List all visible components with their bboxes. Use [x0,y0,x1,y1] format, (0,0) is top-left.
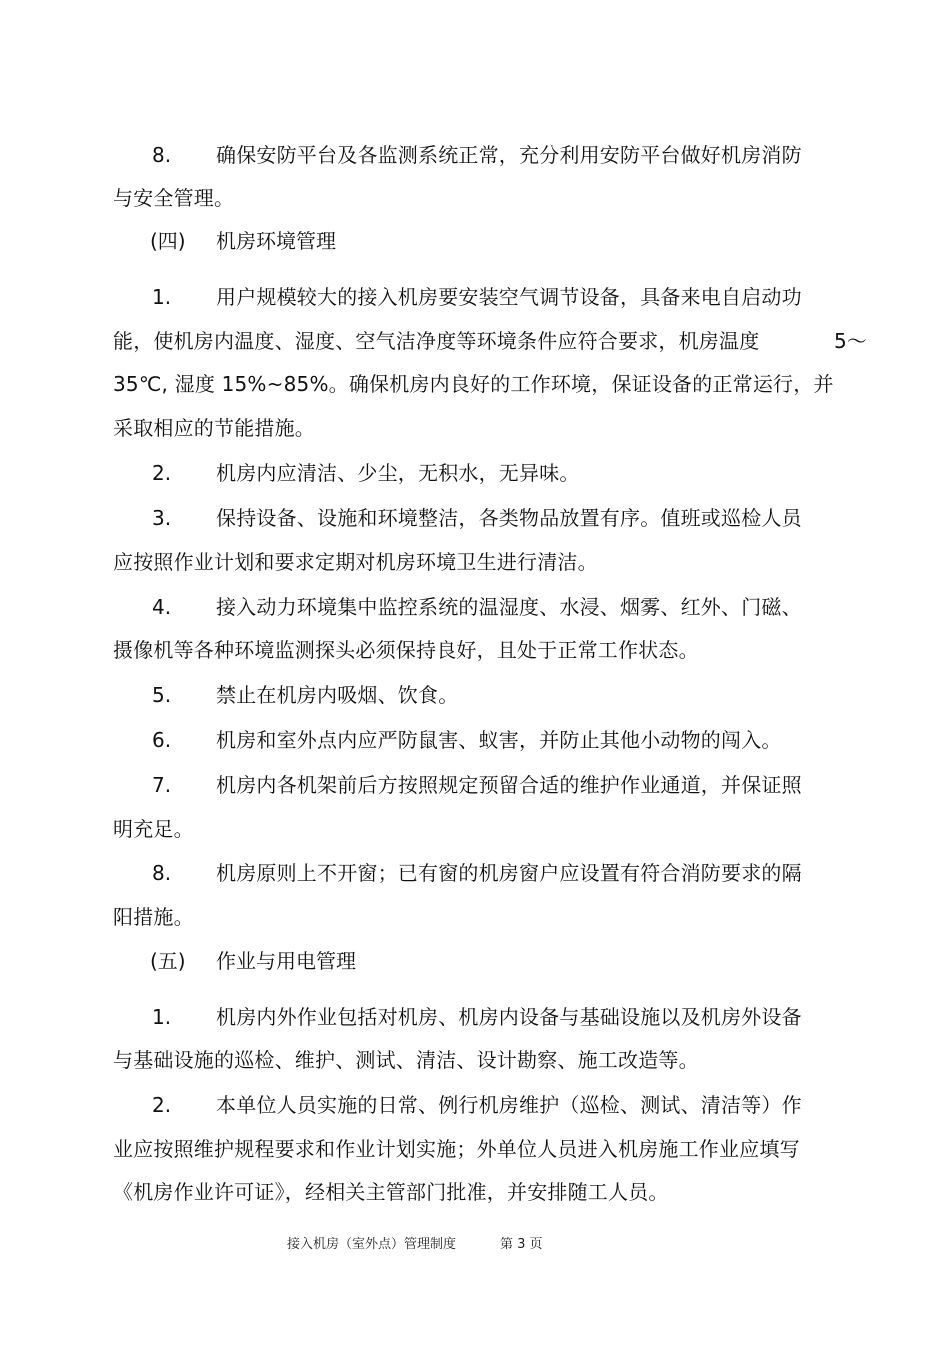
paragraph-line: 阳措施。 [113,905,194,929]
item-number: 3. [152,506,172,530]
item-number: 6. [152,728,172,752]
paragraph-line: 明充足。 [113,817,194,841]
paragraph-line: 机房内外作业包括对机房、机房内设备与基础设施以及机房外设备 [216,1005,802,1029]
paragraph-line: 确保安防平台及各监测系统正常，充分利用安防平台做好机房消防 [216,143,802,167]
paragraph-line: 禁止在机房内吸烟、饮食。 [216,683,459,707]
footer-document-title: 接入机房（室外点）管理制度 [287,1237,457,1252]
item-number: 2. [152,461,172,485]
item-number: 2. [152,1093,172,1117]
paragraph-line: 《机房作业许可证》，经相关主管部门批准，并安排随工人员。 [113,1180,669,1204]
paragraph-line: 机房和室外点内应严防鼠害、蚁害，并防止其他小动物的闯入。 [216,728,782,752]
paragraph-line: 接入动力环境集中监控系统的温湿度、水浸、烟雾、红外、门磁、 [216,595,802,619]
paragraph-line: 能，使机房内温度、湿度、空气洁净度等环境条件应符合要求，机房温度 [113,329,760,353]
paragraph-line: 与安全管理。 [113,186,235,210]
section-heading: 作业与用电管理 [216,949,356,973]
paragraph-line-tail: 5～ [834,329,868,353]
paragraph-line: 与基础设施的巡检、维护、测试、清洁、设计勘察、施工改造等。 [113,1048,699,1072]
item-number: 5. [152,683,172,707]
section-number: (五) [150,949,186,973]
item-number: 8. [152,861,172,885]
section-number: (四) [150,229,186,253]
paragraph-line: 采取相应的节能措施。 [113,416,315,440]
paragraph-line: 35℃, 湿度 15%~85%。确保机房内良好的工作环境，保证设备的正常运行，并 [113,372,834,396]
paragraph-line: 业应按照维护规程要求和作业计划实施；外单位人员进入机房施工作业应填写 [113,1137,800,1161]
paragraph-line: 摄像机等各种环境监测探头必须保持良好，且处于正常工作状态。 [113,638,699,662]
paragraph-line: 保持设备、设施和环境整洁，各类物品放置有序。值班或巡检人员 [216,506,802,530]
paragraph-line: 机房内各机架前后方按照规定预留合适的维护作业通道，并保证照 [216,773,802,797]
paragraph-line: 应按照作业计划和要求定期对机房环境卫生进行清洁。 [113,550,598,574]
paragraph-line: 机房内应清洁、少尘，无积水，无异味。 [216,461,580,485]
item-number: 7. [152,773,172,797]
item-number: 1. [152,1005,172,1029]
section-heading: 机房环境管理 [216,229,336,253]
item-number: 1. [152,285,172,309]
paragraph-line: 本单位人员实施的日常、例行机房维护（巡检、测试、清洁等）作 [216,1093,802,1117]
item-number: 4. [152,595,172,619]
paragraph-line: 用户规模较大的接入机房要安装空气调节设备，具备来电自启动功 [216,285,802,309]
footer-page-number: 第 3 页 [500,1237,543,1252]
paragraph-line: 机房原则上不开窗；已有窗的机房窗户应设置有符合消防要求的隔 [216,861,802,885]
item-number: 8. [152,143,172,167]
